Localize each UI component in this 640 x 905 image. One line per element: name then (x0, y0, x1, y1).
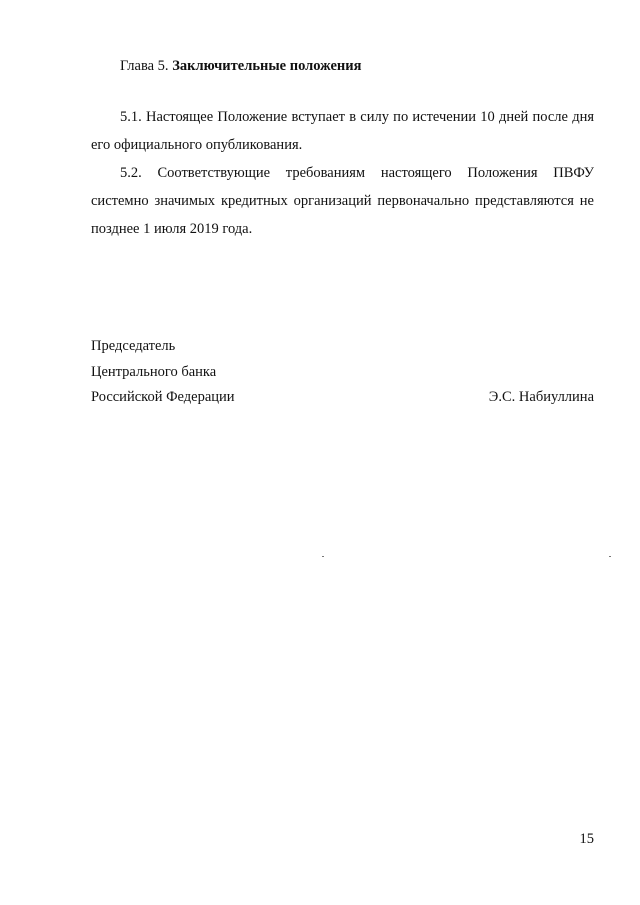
scan-artifact (609, 556, 611, 557)
paragraph-number: 5.2. (120, 165, 142, 181)
chapter-heading (120, 58, 362, 75)
chapter-prefix: Глава 5. (120, 58, 169, 74)
scan-artifact (322, 556, 324, 557)
paragraph-5-1 (91, 103, 594, 159)
page-number: 15 (579, 831, 594, 847)
signatory-name: Э.С. Набиуллина (488, 389, 594, 405)
paragraph-number: 5.1. (120, 109, 142, 125)
paragraph-text: Соответствующие требованиям настоящего Положения ПВФУ системно значимых кредитных организаций первоначально представляются не позднее 1 июля 2019 года. (91, 165, 594, 237)
signatory-position-line-1: Председатель (91, 338, 176, 354)
signatory-position-line-2: Центрального банка (91, 364, 217, 380)
paragraph-text: Настоящее Положение вступает в силу по истечении 10 дней после дня его официального опубликования. (91, 109, 595, 153)
paragraph-5-2 (91, 159, 594, 243)
signatory-position-line-3: Российской Федерации (91, 389, 235, 405)
chapter-title: Заключительные положения (172, 58, 362, 74)
